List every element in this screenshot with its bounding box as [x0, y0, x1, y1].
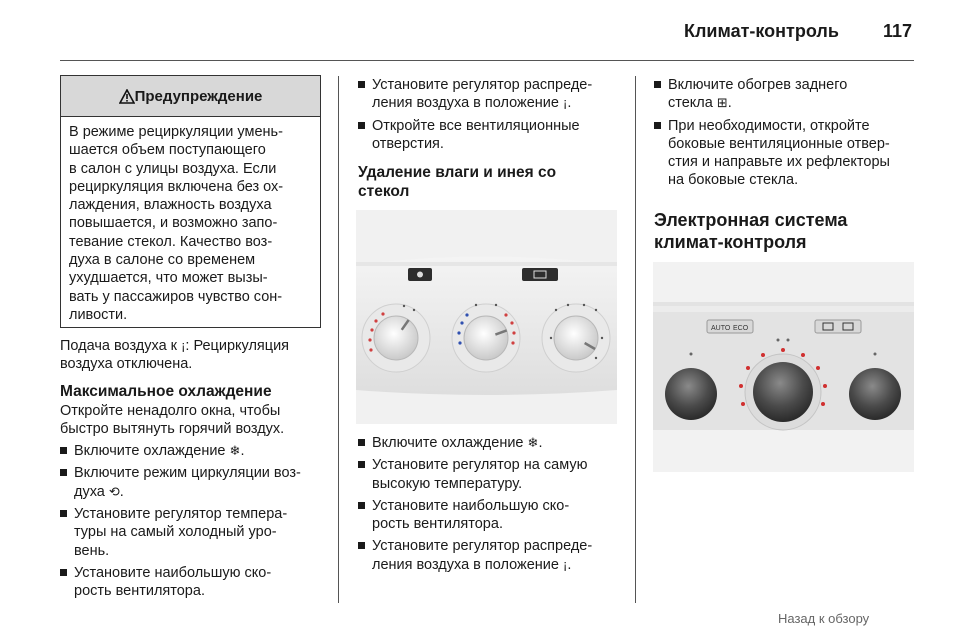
air-distribution-knob	[554, 316, 598, 360]
page-header-title: Климат-контроль	[684, 21, 839, 41]
warning-line: тевание стекол. Качество воз-	[69, 233, 273, 250]
list-item: Включите обогрев заднего стекла ⊞.	[654, 76, 919, 113]
eco-button: ECO	[733, 325, 749, 332]
column-divider-2	[635, 76, 636, 603]
electronic-climate-panel-illustration	[653, 262, 914, 472]
windshield-defrost-icon: ¡	[563, 556, 568, 572]
page-number: 117	[883, 21, 913, 41]
warning-line: в салон с улицы воздуха. Если	[69, 160, 277, 177]
warning-title: Предупреждение	[134, 87, 263, 105]
bullet-icon	[654, 81, 661, 88]
list-item: Включите охлаждение ❄.	[358, 434, 628, 452]
list-item: Установите наибольшую ско- рость вентилятора.	[60, 564, 335, 601]
list-item: Включите режим циркуляции воз- духа ⟲.	[60, 464, 335, 501]
defog-heading: Удаление влаги и инея со стекол	[358, 164, 557, 200]
bullet-icon	[358, 81, 365, 88]
warning-line: ухудшается, что может вызы-	[69, 270, 268, 287]
warning-text	[61, 117, 320, 324]
list-item: При необходимости, откройте боковые вентиляционные отвер- стия и направьте их рефлекторы на боковые стекла.	[654, 117, 919, 190]
col2-top-list	[358, 76, 628, 157]
warning-line: вать у пассажиров чувство сон-	[69, 288, 283, 305]
warning-line: ливости.	[69, 306, 128, 323]
list-item: Откройте все вентиляционные отверстия.	[358, 117, 628, 154]
electronic-climate-heading: Электронная система климат-контроля	[654, 210, 848, 252]
electronic-climate-photo	[653, 262, 914, 472]
bullet-icon	[60, 569, 67, 576]
fan-speed-knob	[374, 316, 418, 360]
air-distribution-knob	[753, 362, 813, 422]
bullet-icon	[60, 447, 67, 454]
snowflake-icon: ❄	[527, 435, 539, 450]
section-heading: Максимальное охлаждение	[60, 383, 272, 400]
auto-button: AUTO	[711, 325, 731, 332]
list-item: Установите наибольшую ско- рость вентилятора.	[358, 497, 628, 534]
snowflake-icon: ❄	[229, 443, 241, 459]
warning-line: повышается, и возможно запо-	[69, 215, 278, 232]
air-supply-paragraph: Подача воздуха к ¡: Рециркуляция воздуха отключена.	[60, 338, 290, 373]
bullet-icon	[358, 122, 365, 129]
warning-header	[61, 76, 320, 117]
manual-climate-panel-illustration	[356, 210, 617, 424]
bullet-icon	[654, 122, 661, 129]
face-vent-icon: ¡	[563, 95, 568, 111]
column-divider-1	[338, 76, 339, 603]
warning-line: лаждения, влажность воздуха	[69, 197, 272, 214]
recirculation-icon: ⟲	[108, 483, 120, 499]
list-item: Установите регулятор темпера- туры на самый холодный уро- вень.	[60, 505, 335, 560]
max-cooling-section: Максимальное охлаждение Откройте ненадолго окна, чтобы быстро вытянуть горячий воздух. Включите охлаждение ❄. Включите режим циркуляции воз- духа ⟲. Установите регулятор темпера- туры на самый холодный уро- вень. Установите наибольшую ско- рость вентилятора.	[60, 383, 335, 604]
warning-triangle-icon	[119, 89, 135, 104]
list-item: Установите регулятор распреде- ления воздуха в положение ¡.	[358, 537, 628, 574]
bullet-icon	[358, 439, 365, 446]
bullet-icon	[358, 502, 365, 509]
header-divider	[60, 60, 914, 61]
bullet-icon	[358, 542, 365, 549]
list-item: Установите регулятор распреде- ления воздуха в положение ¡.	[358, 76, 628, 113]
warning-line: рециркуляция включена без ох-	[69, 178, 284, 195]
col2-bottom-list	[358, 434, 628, 578]
defrost-buttons	[815, 320, 861, 333]
bullet-icon	[60, 469, 67, 476]
list-item: Включите охлаждение ❄.	[60, 442, 335, 460]
temperature-knob	[665, 368, 717, 420]
list-item: Установите регулятор на самую высокую температуру.	[358, 456, 628, 493]
col3-top-list	[654, 76, 919, 194]
back-to-overview-link[interactable]: Назад к обзору	[778, 611, 870, 626]
rear-window-heating-icon: ⊞	[716, 95, 728, 111]
fan-speed-knob	[849, 368, 901, 420]
warning-line: В режиме рециркуляции умень-	[69, 124, 283, 140]
bullet-icon	[60, 510, 67, 517]
rear-defrost-button	[522, 268, 558, 281]
temperature-knob	[464, 316, 508, 360]
warning-box	[60, 75, 321, 328]
climate-panel-photo	[356, 210, 617, 424]
bullet-icon	[358, 461, 365, 468]
warning-line: шается объем поступающего	[69, 142, 266, 159]
face-vent-icon: ¡	[181, 338, 186, 353]
warning-line: духа в салоне со временем	[69, 252, 256, 269]
